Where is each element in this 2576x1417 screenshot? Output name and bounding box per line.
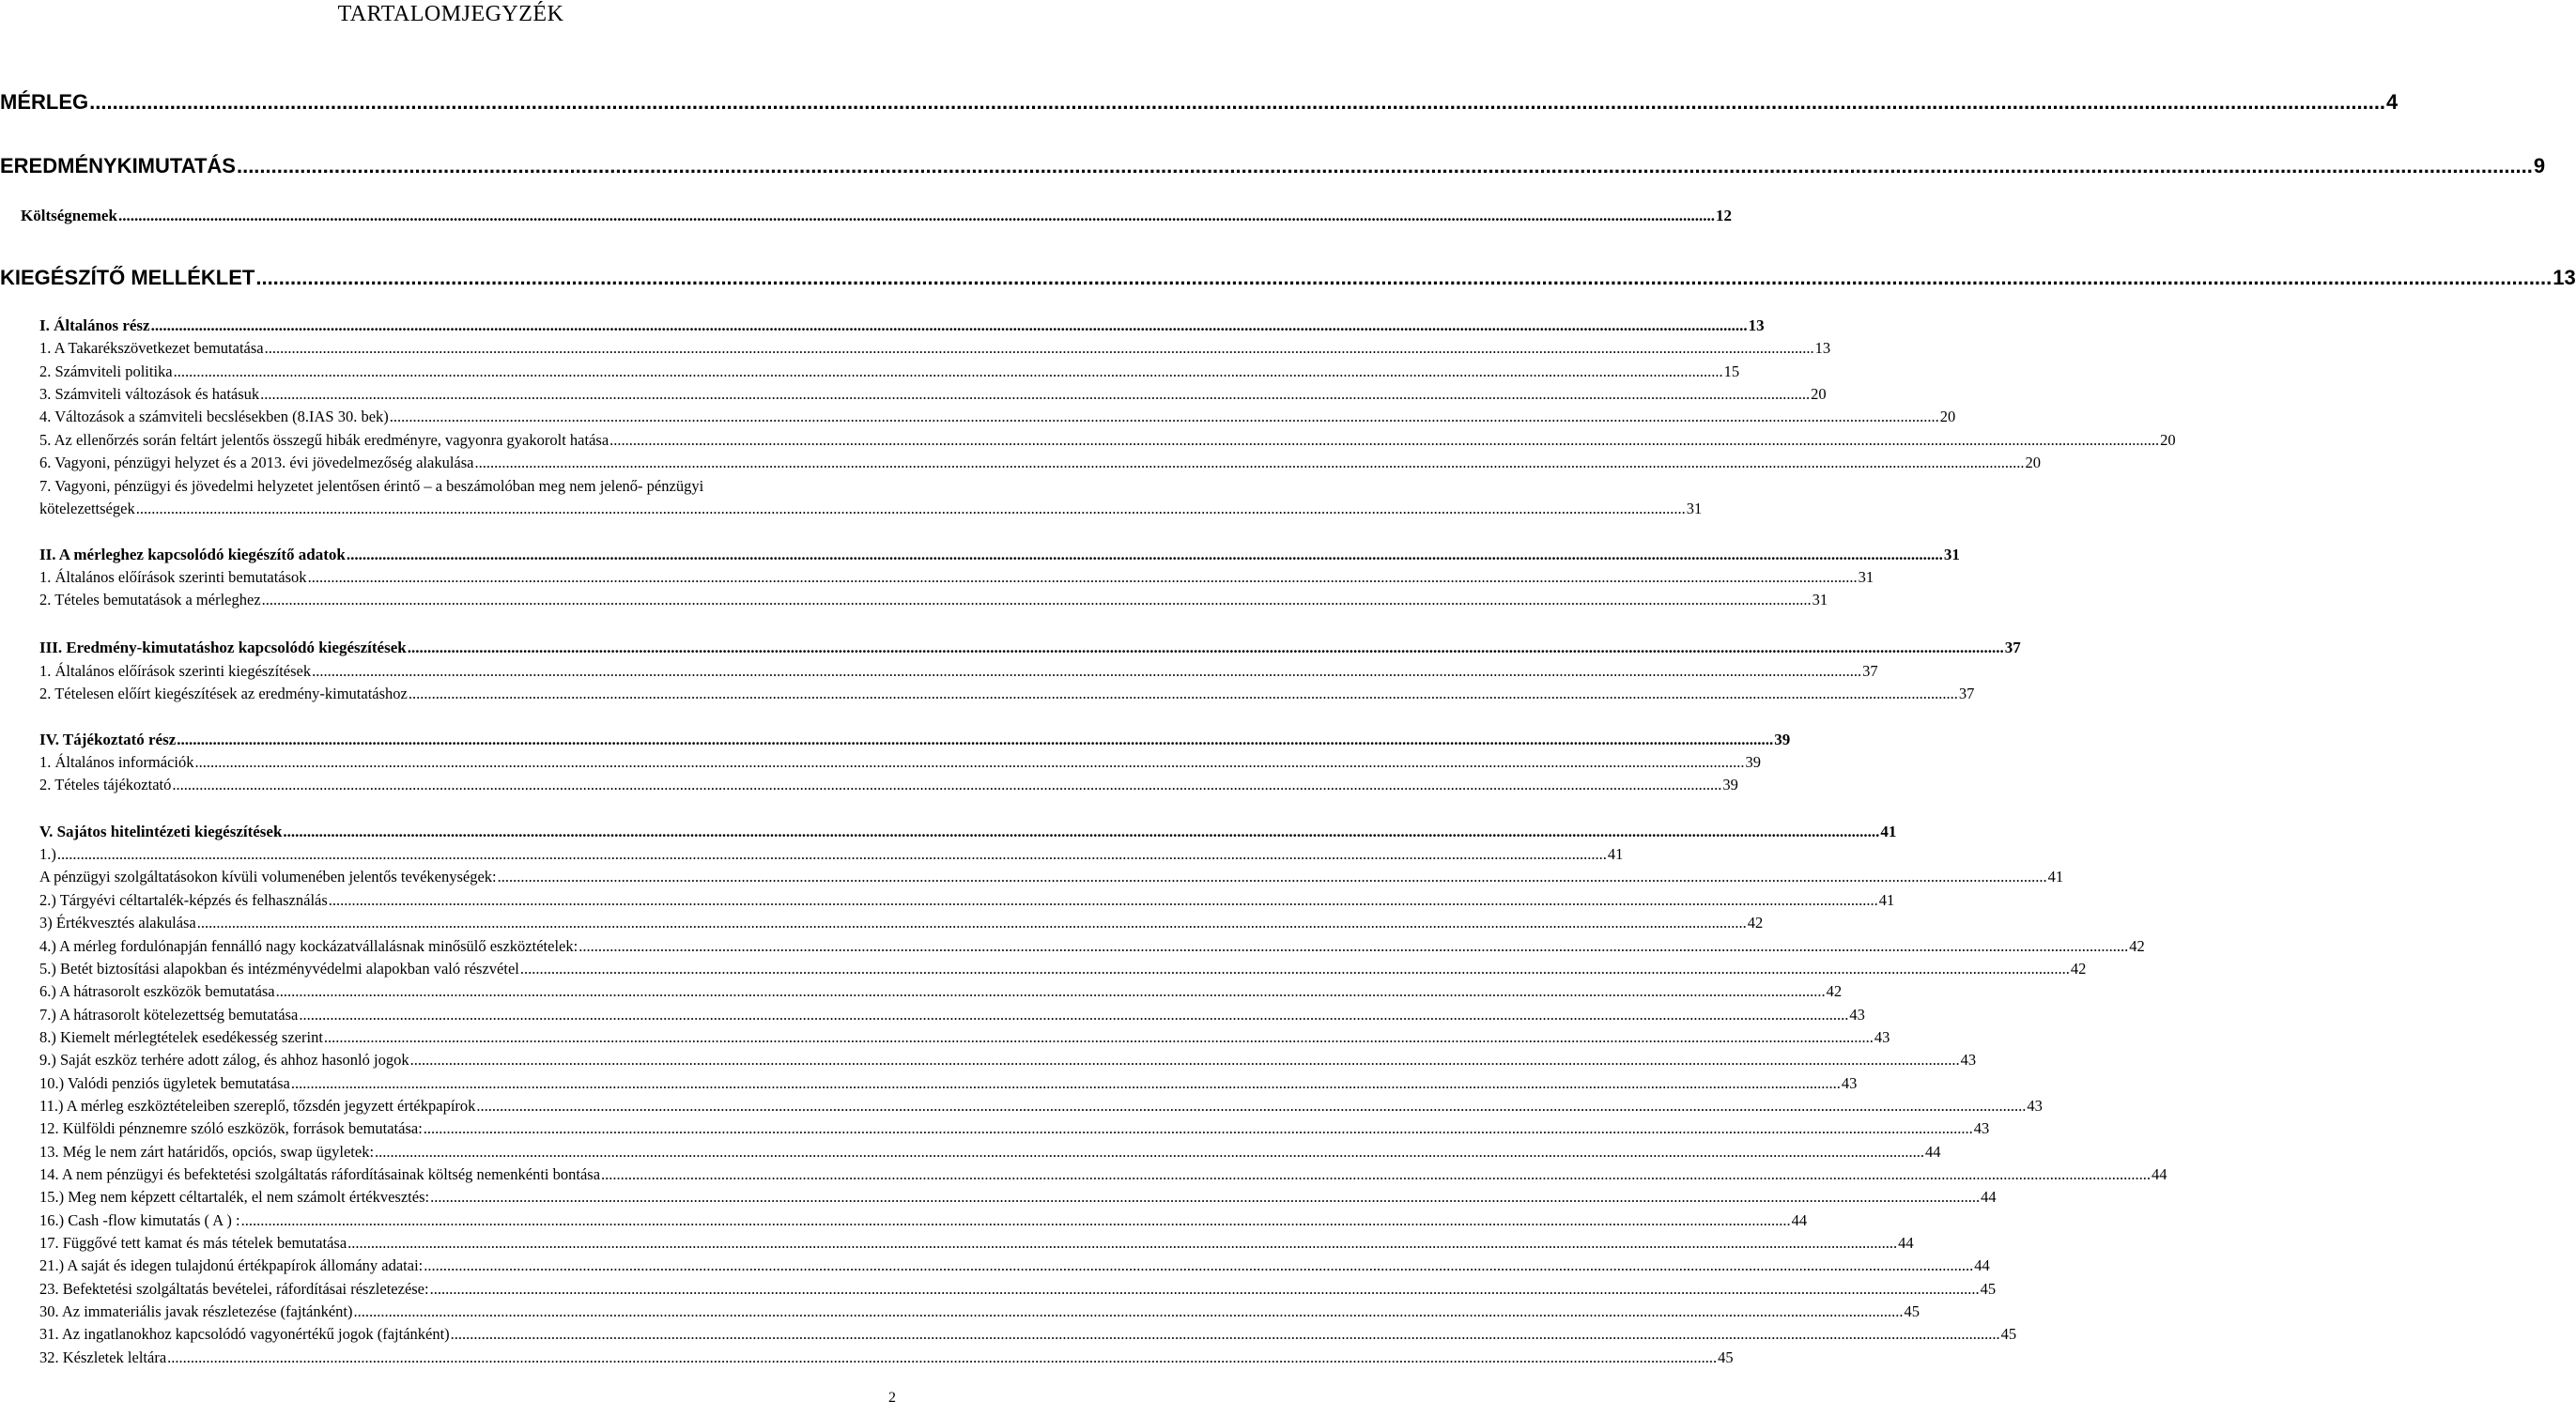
dot-leader: ................................................................................................................................................................................................................................................................................................................................................................................................................ bbox=[519, 960, 2070, 978]
toc-entry[interactable] bbox=[39, 1143, 1941, 1162]
toc-entry-page: 9 bbox=[2533, 154, 2546, 177]
toc-entry-label: 2. Tételes bemutatások a mérleghez bbox=[39, 591, 261, 608]
toc-entry-page: 45 bbox=[1980, 1280, 1997, 1298]
toc-entry-page: 44 bbox=[2152, 1165, 2167, 1183]
toc-entry-page: 20 bbox=[1939, 408, 1956, 425]
dot-leader: ................................................................................................................................................................................................................................................................................................................................................................................................................ bbox=[194, 753, 1745, 771]
dot-leader: ................................................................................................................................................................................................................................................................................................................................................................................................................ bbox=[430, 1188, 1981, 1206]
dot-leader: ................................................................................................................................................................................................................................................................................................................................................................................................................ bbox=[56, 845, 1607, 863]
toc-entry-page: 12 bbox=[1715, 207, 1732, 224]
toc-entry[interactable] bbox=[0, 154, 2546, 178]
toc-entry-page: 37 bbox=[1958, 685, 1975, 702]
toc-entry-label: 4.) A mérleg fordulónapján fennálló nagy kockázatvállalásnak minősülő eszköztételek: bbox=[39, 937, 578, 955]
dot-leader: ................................................................................................................................................................................................................................................................................................................................................................................................................ bbox=[117, 207, 1715, 224]
toc-entry-label: 5. Az ellenőrzés során feltárt jelentős összegű hibák eredményre, vagyonra gyakorolt hatása bbox=[39, 431, 609, 449]
dot-leader: ................................................................................................................................................................................................................................................................................................................................................................................................................ bbox=[135, 500, 1686, 517]
toc-entry[interactable] bbox=[39, 823, 1897, 841]
dot-leader: ................................................................................................................................................................................................................................................................................................................................................................................................................ bbox=[290, 1074, 1841, 1092]
toc-entry-page: 42 bbox=[1747, 914, 1764, 932]
toc-entry-page: 42 bbox=[2129, 937, 2145, 955]
toc-entry-label: 2. Tételes tájékoztató bbox=[39, 776, 172, 793]
dot-leader: ................................................................................................................................................................................................................................................................................................................................................................................................................ bbox=[609, 431, 2160, 449]
toc-entry-page: 13 bbox=[2553, 266, 2576, 289]
dot-leader: ................................................................................................................................................................................................................................................................................................................................................................................................................ bbox=[450, 1325, 2000, 1343]
dot-leader: ................................................................................................................................................................................................................................................................................................................................................................................................................ bbox=[307, 568, 1858, 586]
toc-entry-label: 1. Általános információk bbox=[39, 753, 194, 771]
toc-entry-label: 1.) bbox=[39, 845, 56, 863]
toc-entry-label: 8.) Kiemelt mérlegtételek esedékesség szerint bbox=[39, 1028, 323, 1046]
toc-entry[interactable] bbox=[0, 266, 2576, 290]
toc-entry[interactable] bbox=[39, 1006, 1865, 1024]
toc-entry-label: 3) Értékvesztés alakulása bbox=[39, 914, 196, 932]
dot-leader: ................................................................................................................................................................................................................................................................................................................................................................................................................ bbox=[328, 891, 1878, 909]
toc-entry-page: 45 bbox=[2000, 1325, 2017, 1343]
toc-entry-label: 11.) A mérleg eszköztételeiben szereplő, tőzsdén jegyzett értékpapírok bbox=[39, 1097, 476, 1115]
toc-entry[interactable] bbox=[39, 591, 1828, 609]
toc-entry-page: 39 bbox=[1722, 776, 1738, 793]
dot-leader: ................................................................................................................................................................................................................................................................................................................................................................................................................ bbox=[347, 1234, 1898, 1252]
toc-entry[interactable] bbox=[39, 316, 1765, 335]
dot-leader: ................................................................................................................................................................................................................................................................................................................................................................................................................ bbox=[601, 1165, 2152, 1183]
toc-entry-page: 44 bbox=[1791, 1211, 1808, 1229]
toc-entry-label: 13. Még le nem zárt határidős, opciós, swap ügyletek: bbox=[39, 1143, 375, 1161]
toc-entry-label: 2.) Tárgyévi céltartalék-képzés és felhasználás bbox=[39, 891, 328, 909]
toc-entry-label: 17. Függővé tett kamat és más tételek bemutatása bbox=[39, 1234, 347, 1252]
toc-entry-page: 41 bbox=[1880, 823, 1897, 840]
dot-leader: ................................................................................................................................................................................................................................................................................................................................................................................................................ bbox=[578, 937, 2129, 955]
dot-leader: ................................................................................................................................................................................................................................................................................................................................................................................................................ bbox=[497, 868, 2047, 886]
toc-entry[interactable] bbox=[39, 1348, 1734, 1367]
dot-leader: ................................................................................................................................................................................................................................................................................................................................................................................................................ bbox=[407, 639, 2004, 656]
toc-entry[interactable] bbox=[39, 891, 1895, 910]
toc-entry-page: 43 bbox=[2027, 1097, 2043, 1115]
toc-entry[interactable] bbox=[39, 1325, 2017, 1344]
dot-leader: ................................................................................................................................................................................................................................................................................................................................................................................................................ bbox=[408, 685, 1958, 702]
toc-entry-label: 21.) A saját és idegen tulajdonú értékpapírok állomány adatai: bbox=[39, 1256, 424, 1274]
toc-entry[interactable] bbox=[39, 960, 2087, 978]
toc-entry-label: 16.) Cash -flow kimutatás ( A ) : bbox=[39, 1211, 240, 1229]
toc-entry-text: 7. Vagyoni, pénzügyi és jövedelmi helyzetet jelentősen érintő – a beszámolóban meg nem jelenő- pénzügyi bbox=[39, 477, 704, 495]
toc-entry-label: 4. Változások a számviteli becslésekben (8.IAS 30. bek) bbox=[39, 408, 389, 425]
dot-leader: ................................................................................................................................................................................................................................................................................................................................................................................................................ bbox=[177, 731, 1774, 748]
toc-entry-label: kötelezettségek bbox=[39, 500, 135, 517]
toc-entry-page: 43 bbox=[1960, 1051, 1977, 1069]
dot-leader: ................................................................................................................................................................................................................................................................................................................................................................................................................ bbox=[346, 546, 1943, 563]
toc-entry[interactable] bbox=[39, 431, 2176, 450]
toc-entry[interactable] bbox=[39, 1119, 1990, 1138]
dot-leader: ................................................................................................................................................................................................................................................................................................................................................................................................................ bbox=[283, 823, 1880, 840]
dot-leader: ................................................................................................................................................................................................................................................................................................................................................................................................................ bbox=[196, 914, 1747, 932]
toc-entry[interactable] bbox=[39, 753, 1762, 772]
toc-entry[interactable] bbox=[39, 731, 1791, 749]
dot-leader: ................................................................................................................................................................................................................................................................................................................................................................................................................ bbox=[299, 1006, 1849, 1024]
toc-entry-label: V. Sajátos hitelintézeti kiegészítések bbox=[39, 823, 283, 840]
toc-entry[interactable] bbox=[39, 1234, 1914, 1253]
dot-leader: ................................................................................................................................................................................................................................................................................................................................................................................................................ bbox=[389, 408, 1939, 425]
dot-leader: ................................................................................................................................................................................................................................................................................................................................................................................................................ bbox=[264, 339, 1814, 357]
dot-leader: ................................................................................................................................................................................................................................................................................................................................................................................................................ bbox=[240, 1211, 1791, 1229]
toc-entry[interactable] bbox=[39, 1280, 1997, 1299]
dot-leader: ................................................................................................................................................................................................................................................................................................................................................................................................................ bbox=[353, 1302, 1904, 1320]
toc-entry[interactable] bbox=[39, 1097, 2043, 1116]
toc-entry-page: 44 bbox=[1981, 1188, 1997, 1206]
toc-entry-label: 3. Számviteli változások és hatásuk bbox=[39, 385, 260, 403]
toc-entry-label: Költségnemek bbox=[21, 207, 117, 224]
toc-entry[interactable] bbox=[39, 568, 1874, 587]
toc-entry-page: 41 bbox=[1878, 891, 1895, 909]
toc-entry[interactable] bbox=[39, 385, 1827, 404]
dot-leader: ................................................................................................................................................................................................................................................................................................................................................................................................................ bbox=[236, 154, 2533, 177]
toc-entry-label: 1. Általános előírások szerinti kiegészítések bbox=[39, 662, 312, 680]
toc-entry-label: II. A mérleghez kapcsolódó kiegészítő adatok bbox=[39, 546, 346, 563]
dot-leader: ................................................................................................................................................................................................................................................................................................................................................................................................................ bbox=[150, 316, 1748, 334]
toc-entry-label: 10.) Valódi penziós ügyletek bemutatása bbox=[39, 1074, 290, 1092]
toc-entry[interactable] bbox=[21, 207, 1732, 225]
dot-leader: ................................................................................................................................................................................................................................................................................................................................................................................................................ bbox=[275, 982, 1826, 1000]
toc-entry[interactable] bbox=[39, 1302, 1920, 1321]
toc-entry[interactable] bbox=[39, 914, 1764, 932]
toc-entry-label: 9.) Saját eszköz terhére adott zálog, és ahhoz hasonló jogok bbox=[39, 1051, 409, 1069]
dot-leader: ................................................................................................................................................................................................................................................................................................................................................................................................................ bbox=[173, 362, 1723, 380]
toc-entry[interactable] bbox=[39, 845, 1624, 864]
toc-entry-label: EREDMÉNYKIMUTATÁS bbox=[0, 154, 236, 177]
toc-entry-label: 2. Tételesen előírt kiegészítések az eredmény-kimutatáshoz bbox=[39, 685, 408, 702]
toc-entry[interactable] bbox=[39, 982, 1843, 1001]
toc-entry[interactable] bbox=[39, 1256, 1990, 1275]
toc-entry-label: 15.) Meg nem képzett céltartalék, el nem számolt értékvesztés: bbox=[39, 1188, 430, 1206]
toc-entry[interactable] bbox=[39, 937, 2145, 956]
dot-leader: ................................................................................................................................................................................................................................................................................................................................................................................................................ bbox=[172, 776, 1722, 793]
dot-leader: ................................................................................................................................................................................................................................................................................................................................................................................................................ bbox=[474, 454, 2025, 471]
toc-entry-page: 15 bbox=[1723, 362, 1740, 380]
toc-entry-label: 7.) A hátrasorolt kötelezettség bemutatása bbox=[39, 1006, 299, 1024]
toc-entry[interactable] bbox=[39, 1165, 2167, 1184]
toc-entry-label: 14. A nem pénzügyi és befektetési szolgáltatás ráfordításainak költség nemenkénti bontása bbox=[39, 1165, 601, 1183]
toc-entry-page: 43 bbox=[1973, 1119, 1990, 1137]
dot-leader: ................................................................................................................................................................................................................................................................................................................................................................................................................ bbox=[312, 662, 1862, 680]
toc-entry-label: 6.) A hátrasorolt eszközök bemutatása bbox=[39, 982, 275, 1000]
toc-entry-page: 45 bbox=[1718, 1348, 1734, 1366]
toc-entry-label: 6. Vagyoni, pénzügyi helyzet és a 2013. évi jövedelmezőség alakulása bbox=[39, 454, 474, 471]
toc-entry-label: 1. Általános előírások szerinti bemutatások bbox=[39, 568, 307, 586]
toc-entry-page: 42 bbox=[2070, 960, 2087, 978]
toc-entry[interactable] bbox=[39, 1051, 1977, 1070]
dot-leader: ................................................................................................................................................................................................................................................................................................................................................................................................................ bbox=[423, 1119, 1973, 1137]
toc-entry-label: IV. Tájékoztató rész bbox=[39, 731, 177, 748]
toc-entry-page: 44 bbox=[1925, 1143, 1941, 1161]
toc-entry[interactable] bbox=[39, 500, 1703, 518]
toc-entry-page: 41 bbox=[1607, 845, 1624, 863]
toc-entry-page: 39 bbox=[1774, 731, 1791, 748]
toc-entry[interactable] bbox=[39, 662, 1878, 681]
toc-entry-page: 13 bbox=[1748, 316, 1765, 334]
toc-entry-label: 30. Az immateriális javak részletezése (fajtánként) bbox=[39, 1302, 353, 1320]
toc-entry-page: 42 bbox=[1826, 982, 1843, 1000]
toc-entry-page: 31 bbox=[1686, 500, 1703, 517]
toc-entry-page: 43 bbox=[1841, 1074, 1858, 1092]
toc-entry-page: 37 bbox=[1862, 662, 1878, 680]
toc-entry-label: A pénzügyi szolgáltatásokon kívüli volumenében jelentős tevékenységek: bbox=[39, 868, 497, 886]
toc-entry-page: 31 bbox=[1812, 591, 1828, 608]
toc-entry-label: III. Eredmény-kimutatáshoz kapcsolódó kiegészítések bbox=[39, 639, 407, 656]
toc-entry-label: I. Általános rész bbox=[39, 316, 150, 334]
toc-entry-label: 23. Befektetési szolgáltatás bevételei, ráfordításai részletezése: bbox=[39, 1280, 429, 1298]
toc-entry-label: 12. Külföldi pénznemre szóló eszközök, források bemutatása: bbox=[39, 1119, 423, 1137]
toc-entry[interactable] bbox=[39, 776, 1738, 794]
dot-leader: ................................................................................................................................................................................................................................................................................................................................................................................................................ bbox=[375, 1143, 1925, 1161]
toc-entry-page: 41 bbox=[2047, 868, 2064, 886]
toc-entry-page: 13 bbox=[1814, 339, 1831, 357]
toc-entry[interactable] bbox=[39, 639, 2021, 657]
toc-entry-label: 2. Számviteli politika bbox=[39, 362, 173, 380]
toc-entry-page: 44 bbox=[1974, 1256, 1990, 1274]
toc-entry[interactable] bbox=[39, 1028, 1890, 1047]
toc-entry-page: 37 bbox=[2004, 639, 2021, 656]
document-title: TARTALOMJEGYZÉK bbox=[337, 2, 564, 26]
toc-entry[interactable] bbox=[39, 1074, 1858, 1093]
toc-entry-label: 31. Az ingatlanokhoz kapcsolódó vagyonértékű jogok (fajtánként) bbox=[39, 1325, 450, 1343]
toc-entry-label: 32. Készletek leltára bbox=[39, 1348, 167, 1366]
toc-entry-page: 20 bbox=[2025, 454, 2041, 471]
dot-leader: ................................................................................................................................................................................................................................................................................................................................................................................................................ bbox=[429, 1280, 1980, 1298]
toc-entry-page: 43 bbox=[1849, 1006, 1865, 1024]
toc-entry[interactable] bbox=[39, 454, 2041, 472]
toc-entry[interactable] bbox=[39, 1211, 1808, 1230]
toc-entry-page: 44 bbox=[1898, 1234, 1914, 1252]
dot-leader: ................................................................................................................................................................................................................................................................................................................................................................................................................ bbox=[409, 1051, 1960, 1069]
dot-leader: ................................................................................................................................................................................................................................................................................................................................................................................................................ bbox=[167, 1348, 1718, 1366]
toc-entry-page: 20 bbox=[1811, 385, 1827, 403]
dot-leader: ................................................................................................................................................................................................................................................................................................................................................................................................................ bbox=[323, 1028, 1874, 1046]
dot-leader: ................................................................................................................................................................................................................................................................................................................................................................................................................ bbox=[255, 266, 2553, 289]
toc-entry-page: 4 bbox=[2386, 90, 2399, 114]
dot-leader: ................................................................................................................................................................................................................................................................................................................................................................................................................ bbox=[260, 385, 1811, 403]
dot-leader: ................................................................................................................................................................................................................................................................................................................................................................................................................ bbox=[424, 1256, 1974, 1274]
toc-entry-page: 43 bbox=[1874, 1028, 1890, 1046]
toc-entry-label: KIEGÉSZÍTŐ MELLÉKLET bbox=[0, 266, 255, 289]
toc-entry[interactable] bbox=[39, 339, 1831, 358]
toc-entry-page: 31 bbox=[1858, 568, 1874, 586]
page-number: 2 bbox=[888, 1390, 896, 1406]
toc-entry-page: 31 bbox=[1943, 546, 1960, 563]
toc-entry[interactable] bbox=[39, 1188, 1997, 1207]
toc-entry-label: 1. A Takarékszövetkezet bemutatása bbox=[39, 339, 264, 357]
toc-entry[interactable] bbox=[39, 868, 2064, 886]
dot-leader: ................................................................................................................................................................................................................................................................................................................................................................................................................ bbox=[476, 1097, 2027, 1115]
dot-leader: ................................................................................................................................................................................................................................................................................................................................................................................................................ bbox=[89, 90, 2386, 114]
toc-entry[interactable] bbox=[39, 685, 1975, 703]
toc-entry-page: 45 bbox=[1904, 1302, 1920, 1320]
dot-leader: ................................................................................................................................................................................................................................................................................................................................................................................................................ bbox=[261, 591, 1812, 608]
toc-entry[interactable] bbox=[39, 362, 1740, 381]
toc-entry-page: 39 bbox=[1745, 753, 1762, 771]
toc-entry-page: 20 bbox=[2160, 431, 2176, 449]
toc-entry-label: 5.) Betét biztosítási alapokban és intézményvédelmi alapokban való részvétel bbox=[39, 960, 519, 978]
toc-entry-label: MÉRLEG bbox=[0, 90, 89, 114]
toc-entry[interactable] bbox=[39, 408, 1956, 426]
toc-entry[interactable] bbox=[39, 546, 1960, 564]
toc-entry[interactable] bbox=[0, 90, 2399, 115]
